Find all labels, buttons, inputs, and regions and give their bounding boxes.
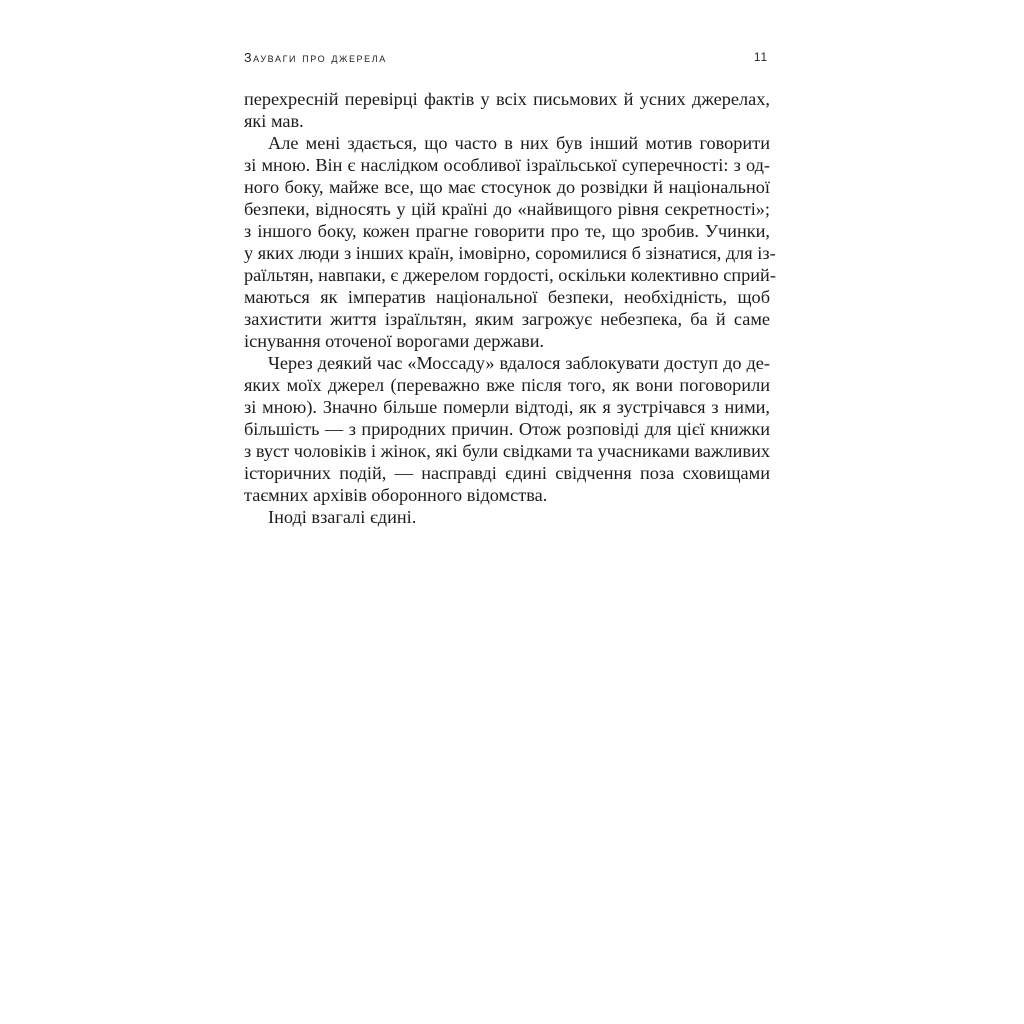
paragraph-continued	[244, 88, 770, 132]
text-line: у яких люди з інших країн, імовірно, соромилися б зізнатися, для із-	[244, 243, 776, 263]
body-text	[244, 88, 776, 528]
paragraph-motive	[244, 132, 776, 352]
text-line: захистити життя ізраїльтян, яким загрожує небезпека, ба й саме	[244, 309, 770, 329]
running-header	[244, 51, 770, 69]
text-line: безпеки, відносять у цій країні до «найвищого рівня секретності»;	[244, 199, 770, 219]
text-line: зі мною. Він є наслідком особливої ізраїльської суперечності: з од-	[244, 155, 770, 175]
text-line: яких моїх джерел (переважно вже після того, як вони поговорили	[244, 375, 770, 395]
text-line: зі мною). Значно більше померли відтоді, як я зустрічався з ними,	[244, 397, 770, 417]
text-line: більшість — з природних причин. Отож розповіді для цієї книжки	[244, 419, 770, 439]
text-line: таємних архівів оборонного відомства.	[244, 485, 548, 505]
text-line: Через деякий час «Моссаду» вдалося заблокувати доступ до де-	[268, 353, 770, 373]
text-line: з вуст чоловіків і жінок, які були свідками та учасниками важливих	[244, 441, 770, 461]
paragraph-mossad	[244, 352, 770, 506]
text-line: існування оточеної ворогами держави.	[244, 331, 545, 351]
text-line: Іноді взагалі єдині.	[268, 507, 417, 527]
text-line: які мав.	[244, 111, 304, 131]
page-number: 11	[754, 52, 768, 64]
text-line: Але мені здається, що часто в них був інший мотив говорити	[268, 133, 770, 153]
text-line: з іншого боку, кожен прагне говорити про те, що зробив. Учинки,	[244, 221, 770, 241]
text-line: ного боку, майже все, що має стосунок до розвідки й національної	[244, 177, 770, 197]
text-line: історичних подій, — насправді єдині свідчення поза сховищами	[244, 463, 770, 483]
text-line: перехресній перевірці фактів у всіх письмових й усних джерелах,	[244, 89, 770, 109]
text-line: маються як імператив національної безпеки, необхідність, щоб	[244, 287, 770, 307]
text-line: раїльтян, навпаки, є джерелом гордості, оскільки колективно сприй-	[244, 265, 776, 285]
running-title: Зауваги про джерела	[244, 51, 387, 65]
paragraph-closing	[244, 506, 770, 528]
